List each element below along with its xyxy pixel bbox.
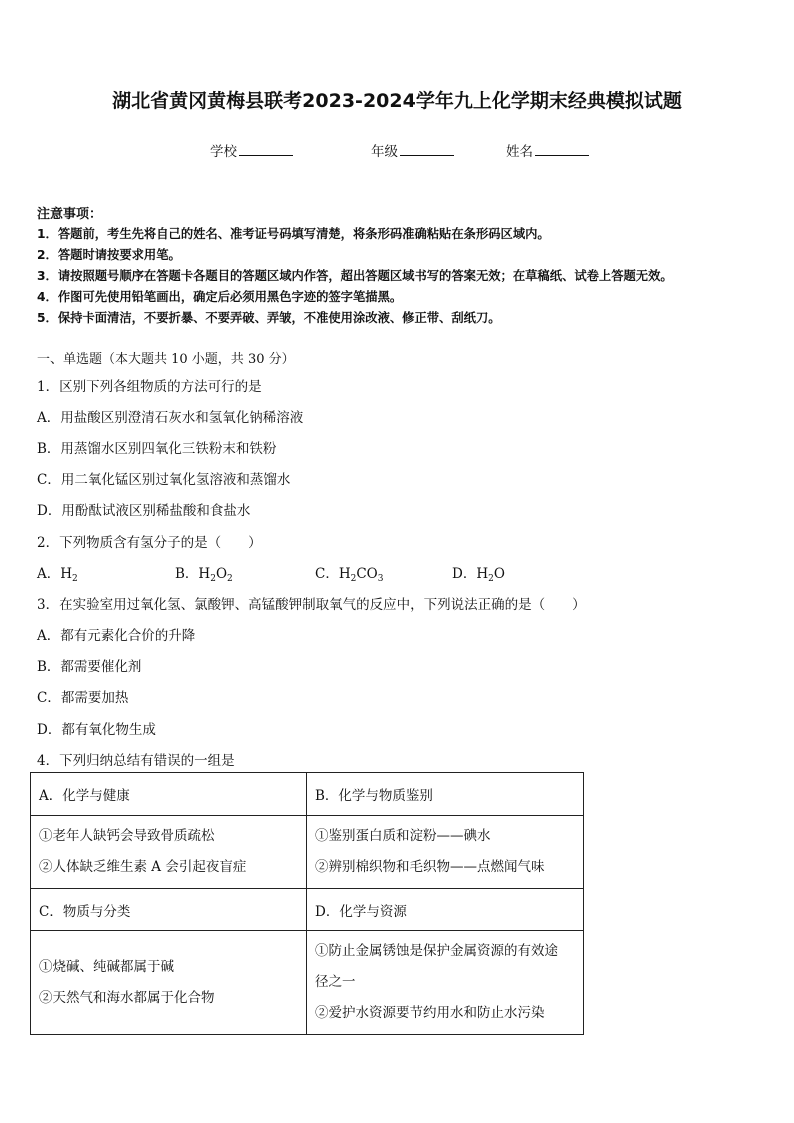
q2-option-d: D．$H_2O$ xyxy=(452,566,505,584)
q1-option-a: A．用盐酸区别澄清石灰水和氢氧化钠稀溶液 xyxy=(37,410,304,426)
q4-cell-d-body xyxy=(307,931,584,1035)
name-blank[interactable] xyxy=(535,142,589,156)
q1-option-b: B．用蒸馏水区别四氧化三铁粉末和铁粉 xyxy=(37,441,277,457)
q4-cell-d-head: D．化学与资源 xyxy=(307,889,584,931)
q2-option-a: A．$H_2$ xyxy=(37,566,78,584)
q2-option-c: C．$H_2CO_3$ xyxy=(315,566,384,584)
grade-label: 年级 xyxy=(371,144,398,160)
q4-c-item: ②天然气和海水都属于化合物 xyxy=(39,989,215,1006)
notice-item: 3．请按照题号顺序在答题卡各题目的答题区域内作答，超出答题区域书写的答案无效；在草稿纸、试卷上答题无效。 xyxy=(37,269,673,283)
q4-a-item: ①老年人缺钙会导致骨质疏松 xyxy=(39,828,215,844)
q4-d-item: ①防止金属锈蚀是保护金属资源的有效途 xyxy=(315,943,558,959)
q4-cell-b-head: B．化学与物质鉴别 xyxy=(307,773,584,816)
q4-cell-a-body xyxy=(31,816,307,889)
q3-stem: 3．在实验室用过氧化氢、氯酸钾、高锰酸钾制取氧气的反应中，下列说法正确的是（ ） xyxy=(37,597,586,613)
q2-option-b: B．$H_2O_2$ xyxy=(175,566,233,584)
q4-table xyxy=(30,772,584,1035)
q3-option-d: D．都有氧化物生成 xyxy=(37,722,156,738)
grade-blank[interactable] xyxy=(400,142,454,156)
name-field xyxy=(506,140,589,160)
notice-item: 1．答题前，考生先将自己的姓名、准考证号码填写清楚，将条形码准确粘贴在条形码区域内。 xyxy=(37,227,550,241)
q4-b-item: ②辨别棉织物和毛织物——点燃闻气味 xyxy=(315,859,545,875)
q1-option-c: C．用二氧化锰区别过氧化氢溶液和蒸馏水 xyxy=(37,472,291,488)
grade-field xyxy=(371,140,454,160)
q3-option-a: A．都有元素化合价的升降 xyxy=(37,628,196,644)
q2-stem: 2．下列物质含有氢分子的是（ ） xyxy=(37,535,262,551)
q1-stem: 1．区别下列各组物质的方法可行的是 xyxy=(37,379,262,395)
page-title: 湖北省黄冈黄梅县联考2023-2024学年九上化学期末经典模拟试题 xyxy=(112,90,682,112)
q4-stem: 4．下列归纳总结有错误的一组是 xyxy=(37,753,235,769)
name-label: 姓名 xyxy=(506,144,533,160)
q1-option-d: D．用酚酞试液区别稀盐酸和食盐水 xyxy=(37,503,251,519)
q4-c-item: ①烧碱、纯碱都属于碱 xyxy=(39,958,174,975)
q4-b-item: ①鉴别蛋白质和淀粉——碘水 xyxy=(315,828,491,844)
section-heading: 一、单选题（本大题共 10 小题，共 30 分） xyxy=(37,352,295,367)
q4-d-item: ②爱护水资源要节约用水和防止水污染 xyxy=(315,1005,545,1021)
q4-cell-c-head: C．物质与分类 xyxy=(31,889,307,931)
school-label: 学校 xyxy=(210,144,237,160)
notice-item: 2．答题时请按要求用笔。 xyxy=(37,248,181,262)
school-field xyxy=(210,140,293,160)
q4-d-item: 径之一 xyxy=(315,974,356,990)
q3-option-c: C．都需要加热 xyxy=(37,690,129,706)
school-blank[interactable] xyxy=(239,142,293,156)
q3-option-b: B．都需要催化剂 xyxy=(37,659,142,675)
q4-cell-b-body xyxy=(307,816,584,889)
notice-item: 4．作图可先使用铅笔画出，确定后必须用黑色字迹的签字笔描黑。 xyxy=(37,290,403,304)
q4-a-item: ②人体缺乏维生素 A 会引起夜盲症 xyxy=(39,859,247,875)
q4-cell-c-body xyxy=(31,931,307,1035)
notice-item: 5．保持卡面清洁，不要折暴、不要弄破、弄皱，不准使用涂改液、修正带、刮纸刀。 xyxy=(37,311,501,325)
q4-cell-a-head: A．化学与健康 xyxy=(31,773,307,816)
notice-heading: 注意事项： xyxy=(37,207,103,222)
